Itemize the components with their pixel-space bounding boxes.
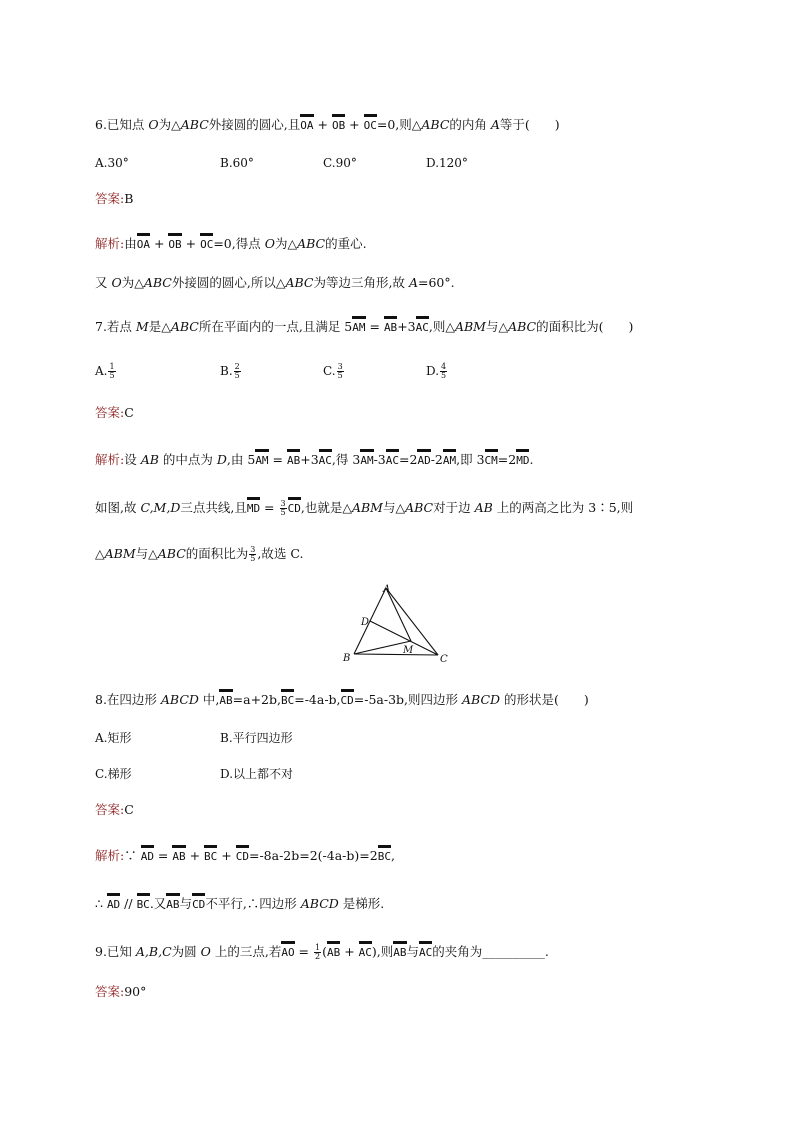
q8-option-c: C.梯形	[95, 767, 132, 781]
label-c: C	[440, 654, 448, 665]
q7-analysis-line-2: 如图,故 C,M,D三点共线,且MD = $\frac{3}{5}$ CD,也就是△ABM与△ABC对于边 AB 上的两高之比为 3∶5,则	[95, 499, 634, 517]
q7-analysis-line-3: △ABM与△ABC的面积比为 $\frac{3}{5}$ ,故选 C.	[95, 545, 304, 563]
q6-option-c: C.90°	[323, 156, 357, 170]
q8-analysis-line-2: ∴ AD // BC.又AB与CD不平行,∴四边形 ABCD 是梯形.	[95, 893, 384, 914]
edge-bc	[354, 654, 438, 655]
vector-ob: OB	[332, 114, 345, 135]
q9-answer: 答案:90°	[95, 984, 147, 999]
q8-analysis-line-1: 解析:∵ AD = AB + BC + CD=-8a-2b=2(-4a-b)=2BC,	[95, 845, 395, 866]
q8-option-a: A.矩形	[95, 731, 132, 745]
q6-option-a: A.30°	[95, 156, 129, 170]
q8-answer: 答案:C	[95, 802, 134, 817]
q9-stem: 9.已知 A,B,C为圆 O 上的三点,若AO = $\frac{1}{2}$ (AB + AC),则AB与AC的夹角为__________.	[95, 943, 549, 961]
triangle-figure	[340, 582, 460, 667]
label-a: A	[383, 584, 391, 595]
q7-stem: 7.若点 M是△ABC所在平面内的一点,且满足 5AM = AB+3AC,则△ABM与△ABC的面积比为( )	[95, 316, 633, 337]
label-m: M	[403, 645, 414, 656]
answer-blank: __________	[482, 944, 545, 959]
q8-stem: 8.在四边形 ABCD 中,AB=a+2b,BC=-4a-b,CD=-5a-3b,则四边形 ABCD 的形状是( )	[95, 689, 589, 710]
q8-option-b: B.平行四边形	[220, 731, 293, 745]
q7-option-b: B. $\frac{2}{5}$	[220, 362, 240, 380]
vector-oa: OA	[300, 114, 313, 135]
q7-option-c: C. $\frac{3}{5}$	[323, 362, 343, 380]
q7-answer: 答案:C	[95, 405, 134, 420]
vector-oc: OC	[364, 114, 377, 135]
q6-answer: 答案:B	[95, 191, 134, 206]
q7-option-d: D. $\frac{4}{5}$	[426, 362, 447, 380]
q7-option-a: A. $\frac{1}{5}$	[95, 362, 115, 380]
q6-analysis-line-2: 又 O为△ABC外接圆的圆心,所以△ABC为等边三角形,故 A=60°.	[95, 275, 455, 290]
q6-analysis-line-1: 解析:由OA + OB + OC=0,得点 O为△ABC的重心.	[95, 233, 367, 254]
q6-option-d: D.120°	[426, 156, 468, 170]
q6-stem: 6.已知点 O为△ABC外接圆的圆心,且OA + OB + OC=0,则△ABC的内角 A等于( )	[95, 114, 560, 135]
label-d: D	[361, 617, 370, 628]
q6-option-b: B.60°	[220, 156, 254, 170]
q7-analysis-line-1: 解析:设 AB 的中点为 D,由 5AM = AB+3AC,得 3AM-3AC=2AD-2AM,即 3CM=2MD.	[95, 449, 533, 470]
label-b: B	[343, 653, 351, 664]
q8-option-d: D.以上都不对	[220, 767, 294, 781]
